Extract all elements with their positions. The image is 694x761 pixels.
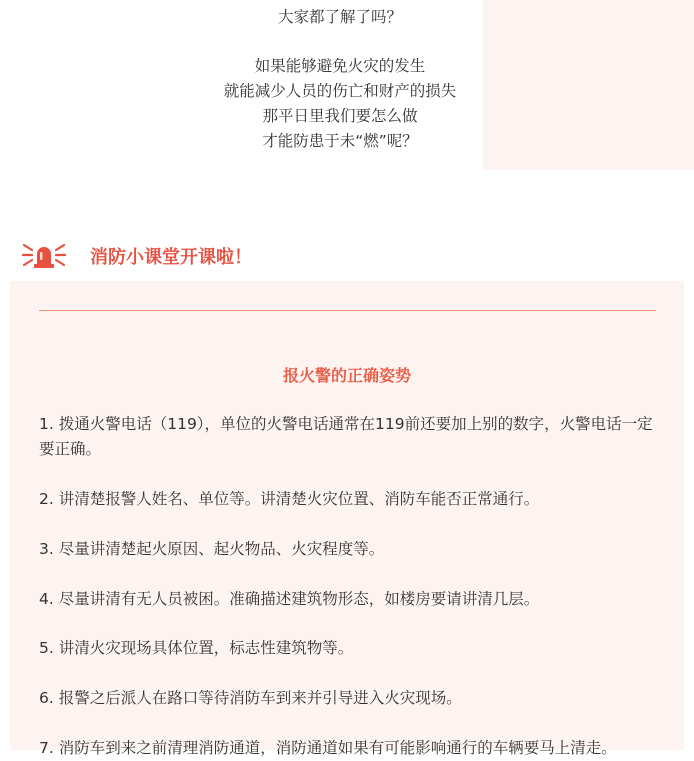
list-item: 2. 讲清楚报警人姓名、单位等。讲清楚火灾位置、消防车能否正常通行。	[39, 490, 540, 508]
content-panel	[10, 281, 684, 750]
intro-line: 大家都了解了吗？	[277, 8, 402, 26]
intro-line: 才能防患于未“燃”呢？	[262, 132, 418, 150]
list-item: 1. 拨通火警电话（119），单位的火警电话通常在119前还要加上别的数字，火警电话一定要正确。	[39, 415, 653, 458]
list-item: 6. 报警之后派人在路口等待消防车到来并引导进入火灾现场。	[39, 689, 462, 707]
article-subtitle: 报火警的正确姿势	[282, 366, 411, 385]
section-title: 消防小课堂开课啦！	[90, 247, 252, 268]
list-item: 4. 尽量讲清有无人员被困。准确描述建筑物形态，如楼房要请讲清几层。	[39, 590, 540, 608]
section-header	[22, 236, 252, 276]
list-item: 7. 消防车到来之前清理消防通道，消防通道如果有可能影响通行的车辆要马上清走。	[39, 739, 617, 757]
intro-line: 如果能够避免火灾的发生	[254, 57, 426, 75]
intro-line: 那平日里我们要怎么做	[262, 107, 418, 125]
intro-line: 就能减少人员的伤亡和财产的损失	[223, 82, 457, 100]
list-item: 5. 讲清火灾现场具体位置，标志性建筑物等。	[39, 639, 354, 657]
fire-alarm-siren-icon	[22, 239, 66, 273]
list-item: 3. 尽量讲清楚起火原因、起火物品、火灾程度等。	[39, 540, 385, 558]
divider	[39, 310, 656, 311]
